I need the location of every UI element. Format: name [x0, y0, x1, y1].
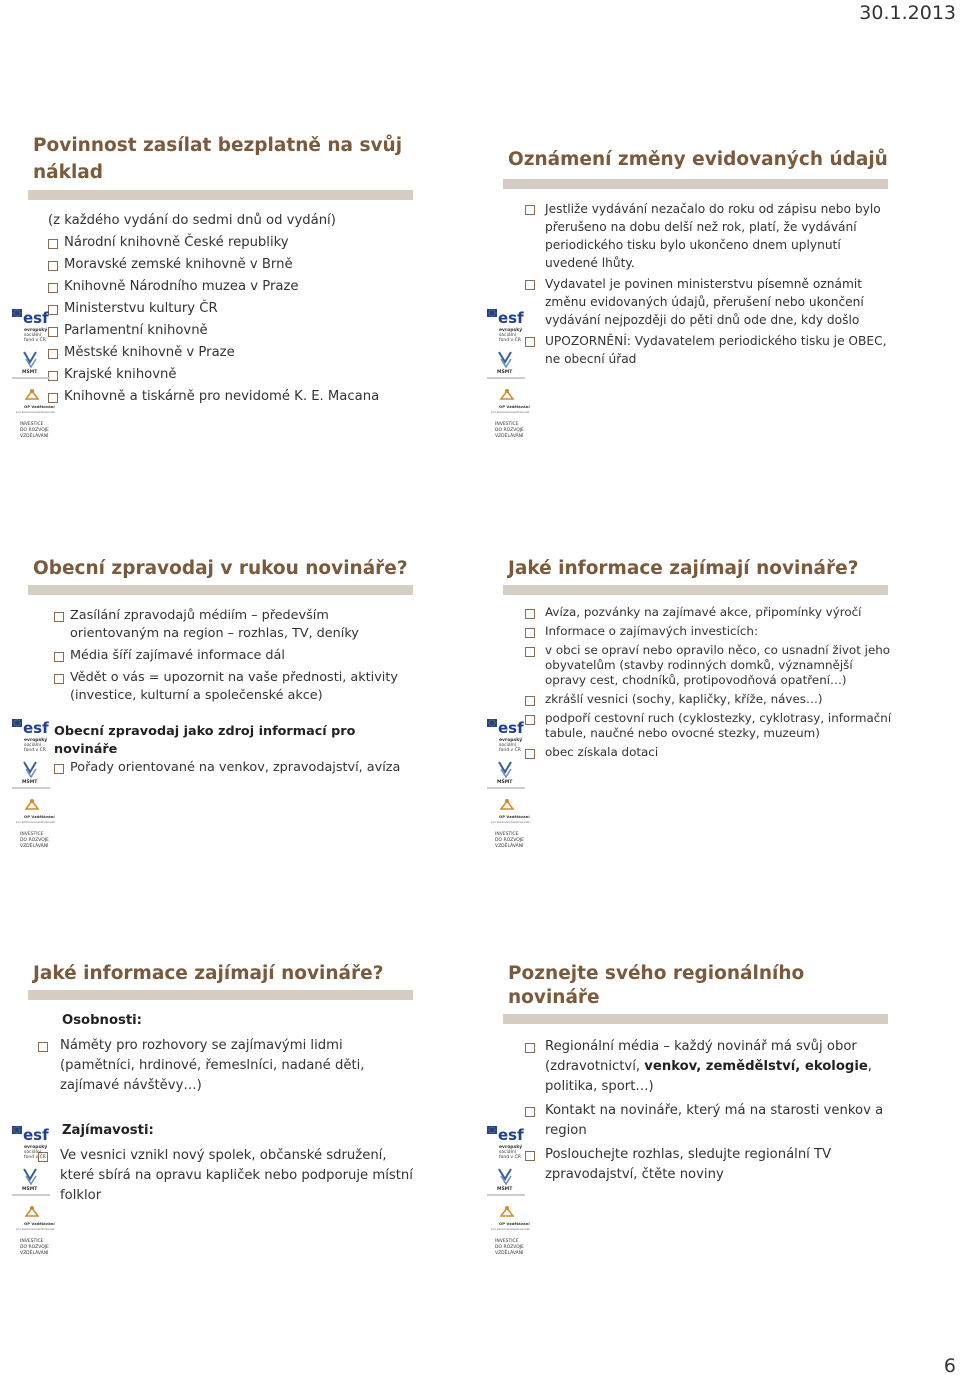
logo-caption: sociální: [24, 333, 41, 338]
eu-logo-graphic: [487, 1124, 530, 1264]
title-underline: [503, 585, 888, 595]
eu-flag-icon: [487, 309, 497, 317]
slide-content: [523, 200, 895, 368]
eu-logo-graphic: [12, 717, 55, 857]
logo-caption: INVESTICE: [495, 422, 519, 427]
item-emphasis: venkov, zemědělství, ekologie: [644, 1059, 868, 1074]
logo-caption: VZDĚLÁVÁNÍ: [20, 1251, 49, 1256]
list-item: obec získala dotaci: [523, 745, 895, 760]
slide-title-line-1: Povinnost zasílat bezplatně na svůj: [33, 135, 403, 156]
slide-content: [54, 607, 420, 777]
ministry-logo-icon: [24, 762, 36, 777]
list-item: Zasílání zpravodajů médiím – především orientovaným na region – rozhlas, TV, deníky: [54, 607, 420, 643]
ministry-logo-icon: [24, 352, 36, 367]
logo-caption: OP Vzdělávání: [499, 1221, 530, 1226]
eu-logo-strip: [12, 717, 55, 857]
bullet-list: [58, 1036, 420, 1096]
logo-caption: OP Vzdělávání: [24, 404, 55, 409]
esf-logo-text: esf: [23, 1126, 49, 1144]
item-text: , politika, sport…): [545, 1059, 872, 1094]
logo-caption: pro konkurenceschopnost: [16, 1227, 55, 1231]
list-item: Ministerstvu kultury ČR: [48, 298, 420, 320]
logo-caption: MŠMT: [22, 1187, 38, 1192]
title-underline: [28, 585, 413, 595]
list-item: Kontakt na novináře, který má na starosti venkov a region: [523, 1101, 895, 1141]
slide-title: Poznejte svého regionálního novináře: [508, 963, 805, 1008]
slide-content: [523, 1037, 895, 1185]
title-underline: [28, 190, 413, 200]
logo-caption: MŠMT: [497, 370, 513, 375]
logo-caption: fond v ČR: [499, 338, 521, 343]
logo-divider: [487, 377, 525, 379]
op-logo-icon: [26, 389, 38, 399]
list-item: Knihovně Národního muzea v Praze: [48, 276, 420, 298]
list-item: Náměty pro rozhovory se zajímavými lidmi (pamětníci, hrdinové, řemeslníci, nadané děti, zajímavé návštěvy…): [54, 1036, 420, 1096]
eu-logo-graphic: [487, 717, 530, 857]
ministry-logo-icon: [24, 1169, 36, 1184]
esf-logo-text: esf: [498, 309, 524, 327]
eu-logo-strip: [12, 1124, 55, 1264]
op-logo-icon: [26, 1206, 38, 1216]
list-item: podpoří cestovní ruch (cyklostezky, cyklotrasy, informační tabule, naučné nebo ovocné stezky, muzeum): [523, 711, 895, 741]
logo-caption: INVESTICE: [20, 422, 44, 427]
logo-caption: evropský: [499, 738, 523, 743]
slide-povinnost: [16, 132, 420, 439]
op-logo-icon: [501, 1206, 513, 1216]
logo-caption: MŠMT: [22, 780, 38, 785]
logo-caption: evropský: [24, 328, 48, 333]
list-item: Pořady orientované na venkov, zpravodajství, avíza: [54, 759, 420, 777]
slide-title: Jaké informace zajímají novináře?: [33, 963, 384, 984]
eu-flag-icon: [487, 1126, 497, 1134]
logo-caption: fond v ČR: [24, 338, 46, 343]
eu-flag-icon: [12, 309, 22, 317]
logo-caption: evropský: [499, 328, 523, 333]
esf-logo-text: esf: [23, 309, 49, 327]
item-text: Regionální média – každý novinář má svůj obor (zdravotnictví,: [545, 1039, 857, 1074]
logo-caption: evropský: [24, 1145, 48, 1150]
list-item: v obci se opraví nebo opravilo něco, co usnadní život jeho obyvatelům (stavby rodinných domků, významnější opravy cest, chodníků, protipovodňová opatření…): [523, 643, 895, 688]
list-item: Krajské knihovně: [48, 364, 420, 386]
esf-logo-text: esf: [498, 1126, 524, 1144]
ministry-logo-icon: [499, 1169, 511, 1184]
logo-caption: DO ROZVOJE: [20, 838, 49, 843]
slide-jake-informace-1: [491, 557, 895, 849]
logo-divider: [12, 1194, 50, 1196]
header-date: 30.1.2013: [859, 2, 956, 24]
title-underline: [503, 179, 888, 189]
logo-caption: fond v ČR: [499, 1155, 521, 1160]
slide-poznejte-novinare: [491, 962, 895, 1256]
slide-content: [48, 210, 420, 408]
logo-caption: DO ROZVOJE: [495, 428, 524, 433]
list-item: Vydavatel je povinen ministerstvu písemně oznámit změnu evidovaných údajů, přerušení nebo ukončení vydávání nejpozději do pěti dnů ode dne, kdy došlo: [523, 275, 895, 329]
list-item: Moravské zemské knihovně v Brně: [48, 254, 420, 276]
list-item: Informace o zajímavých investicích:: [523, 624, 895, 639]
esf-logo-text: esf: [498, 719, 524, 737]
slide-title: [33, 132, 420, 186]
list-item: Vědět o vás = upozornit na vaše přednosti, aktivity (investice, kulturní a společenské akce): [54, 669, 420, 705]
logo-caption: evropský: [499, 1145, 523, 1150]
logo-caption: DO ROZVOJE: [20, 428, 49, 433]
logo-caption: sociální: [24, 1150, 41, 1155]
eu-logo-graphic: [12, 307, 55, 447]
bullet-list: [54, 759, 420, 777]
slide-jake-informace-2: [16, 962, 420, 1256]
logo-caption: MŠMT: [497, 780, 513, 785]
list-item: [523, 1037, 895, 1097]
list-item: Média šíří zajímavé informace dál: [54, 647, 420, 665]
bullet-list: [523, 1037, 895, 1185]
logo-caption: INVESTICE: [20, 1239, 44, 1244]
logo-divider: [12, 787, 50, 789]
list-item: Městské knihovně v Praze: [48, 342, 420, 364]
page-number: 6: [943, 1355, 956, 1377]
logo-caption: VZDĚLÁVÁNÍ: [495, 844, 524, 849]
list-item: UPOZORNĚNÍ: Vydavatelem periodického tisku je OBEC, ne obecní úřad: [523, 332, 895, 368]
bullet-list: [523, 200, 895, 368]
logo-caption: OP Vzdělávání: [24, 1221, 55, 1226]
title-underline: [28, 990, 413, 1000]
logo-caption: pro konkurenceschopnost: [16, 820, 55, 824]
slide-content: [523, 605, 895, 760]
bullet-list: [523, 605, 895, 760]
eu-flag-icon: [12, 719, 22, 727]
logo-caption: VZDĚLÁVÁNÍ: [495, 1251, 524, 1256]
intro-text: (z každého vydání do sedmi dnů od vydání): [48, 213, 336, 228]
logo-caption: OP Vzdělávání: [499, 814, 530, 819]
list-item: Jestliže vydávání nezačalo do roku od zápisu nebo bylo přerušeno na dobu delší než rok, platí, že vydávání periodického tisku bylo ukončeno dnem uplynutí uvedené lhůty.: [523, 200, 895, 272]
logo-caption: pro konkurenceschopnost: [16, 410, 55, 414]
subheading: Obecní zpravodaj jako zdroj informací pro novináře: [54, 724, 356, 757]
logo-caption: MŠMT: [22, 370, 38, 375]
bullet-list: [58, 1146, 420, 1206]
esf-logo-text: esf: [23, 719, 49, 737]
logo-caption: pro konkurenceschopnost: [491, 820, 530, 824]
eu-flag-icon: [487, 719, 497, 727]
logo-caption: pro konkurenceschopnost: [491, 1227, 530, 1231]
op-logo-icon: [501, 389, 513, 399]
slide-content: [58, 1011, 420, 1206]
op-logo-icon: [26, 799, 38, 809]
logo-caption: sociální: [24, 743, 41, 748]
list-item: Knihovně a tiskárně pro nevidomé K. E. Macana: [48, 386, 420, 408]
logo-caption: DO ROZVOJE: [20, 1245, 49, 1250]
list-item: Ve vesnici vznikl nový spolek, občanské sdružení, které sbírá na opravu kapliček nebo podporuje místní folklor: [54, 1146, 420, 1206]
logo-caption: OP Vzdělávání: [24, 814, 55, 819]
logo-caption: fond v ČR: [24, 1155, 46, 1160]
slide-title: Obecní zpravodaj v rukou novináře?: [33, 558, 408, 579]
logo-divider: [12, 377, 50, 379]
ministry-logo-icon: [499, 762, 511, 777]
logo-caption: fond v ČR: [499, 748, 521, 753]
eu-logo-graphic: [487, 307, 530, 447]
logo-caption: sociální: [499, 1150, 516, 1155]
logo-caption: INVESTICE: [495, 832, 519, 837]
logo-caption: evropský: [24, 738, 48, 743]
logo-caption: VZDĚLÁVÁNÍ: [20, 844, 49, 849]
logo-caption: DO ROZVOJE: [495, 1245, 524, 1250]
eu-flag-icon: [12, 1126, 22, 1134]
eu-logo-strip: [487, 1124, 530, 1264]
logo-caption: MŠMT: [497, 1187, 513, 1192]
logo-caption: sociální: [499, 333, 516, 338]
slide-title: Jaké informace zajímají novináře?: [508, 558, 859, 579]
section-heading: Zajímavosti:: [62, 1123, 154, 1138]
bullet-list: [48, 232, 420, 408]
logo-caption: VZDĚLÁVÁNÍ: [20, 434, 49, 439]
logo-caption: fond v ČR: [24, 748, 46, 753]
eu-logo-strip: [487, 307, 530, 447]
title-underline: [503, 1014, 888, 1024]
slide-title: Oznámení změny evidovaných údajů: [508, 149, 888, 170]
logo-caption: VZDĚLÁVÁNÍ: [495, 434, 524, 439]
op-logo-icon: [501, 799, 513, 809]
slide-oznameni: [491, 132, 895, 439]
eu-logo-strip: [12, 307, 55, 447]
list-item: Poslouchejte rozhlas, sledujte regionální TV zpravodajství, čtěte noviny: [523, 1145, 895, 1185]
logo-divider: [487, 1194, 525, 1196]
logo-caption: pro konkurenceschopnost: [491, 410, 530, 414]
slide-obecni-zpravodaj: [16, 557, 420, 849]
logo-divider: [487, 787, 525, 789]
logo-caption: INVESTICE: [495, 1239, 519, 1244]
slide-title-line-2: náklad: [33, 162, 104, 183]
eu-logo-graphic: [12, 1124, 55, 1264]
logo-caption: sociální: [499, 743, 516, 748]
logo-caption: INVESTICE: [20, 832, 44, 837]
section-heading: Osobnosti:: [62, 1013, 142, 1028]
list-item: Avíza, pozvánky na zajímavé akce, připomínky výročí: [523, 605, 895, 620]
ministry-logo-icon: [499, 352, 511, 367]
list-item: Národní knihovně České republiky: [48, 232, 420, 254]
list-item: zkrášlí vesnici (sochy, kapličky, kříže, náves…): [523, 692, 895, 707]
eu-logo-strip: [487, 717, 530, 857]
logo-caption: OP Vzdělávání: [499, 404, 530, 409]
logo-caption: DO ROZVOJE: [495, 838, 524, 843]
list-item: Parlamentní knihovně: [48, 320, 420, 342]
bullet-list: [54, 607, 420, 705]
